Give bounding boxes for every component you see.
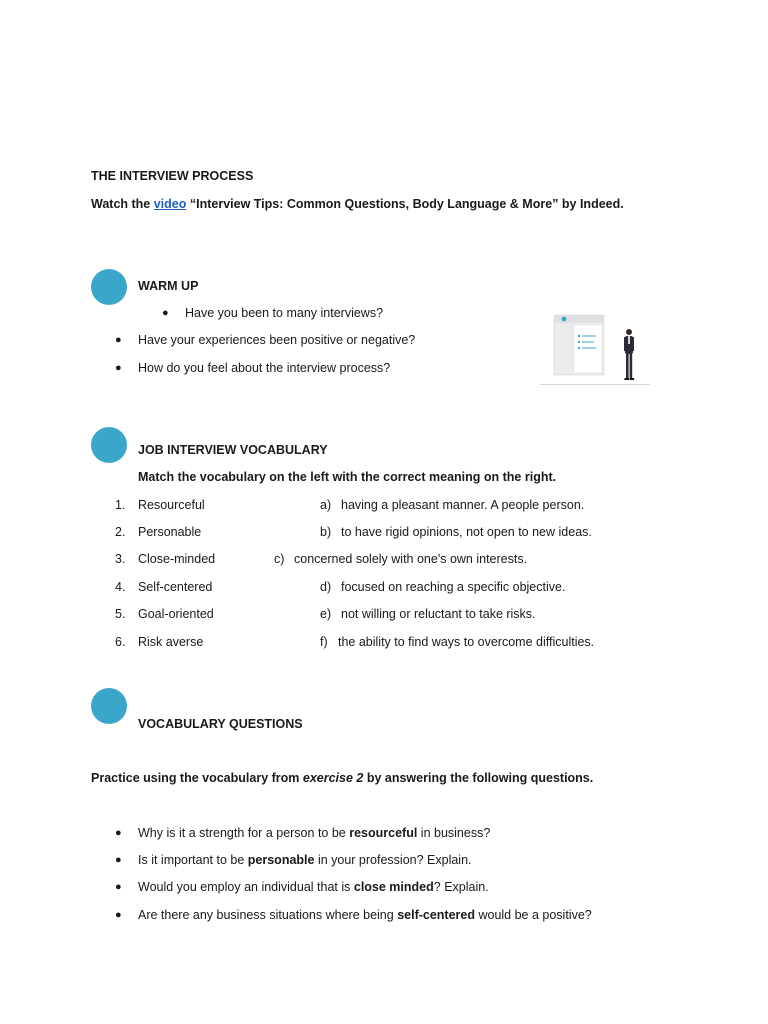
term-label: Self-centered — [138, 580, 213, 594]
term-number: 2. — [115, 525, 126, 539]
term-number: 1. — [115, 498, 126, 512]
document-header — [554, 315, 604, 323]
intro-prefix: Watch the — [91, 197, 154, 211]
bullet-icon: ● — [115, 909, 122, 921]
section-marker-circle-3 — [91, 688, 127, 724]
intro-line — [91, 196, 624, 212]
questions-title: VOCABULARY QUESTIONS — [138, 717, 303, 731]
bullet-icon: ● — [115, 827, 122, 839]
term-label: Risk averse — [138, 635, 204, 649]
term-number: 6. — [115, 635, 126, 649]
interview-illustration — [540, 305, 660, 385]
term-number: 4. — [115, 580, 126, 594]
instruction-prefix: Practice using the vocabulary from — [91, 771, 303, 785]
meaning-letter: c) — [274, 552, 285, 566]
term-number: 5. — [115, 607, 126, 621]
meaning-letter: a) — [320, 498, 332, 512]
term-label: Close-minded — [138, 552, 216, 566]
meaning-letter: f) — [320, 635, 328, 649]
warmup-item: How do you feel about the interview process? — [138, 361, 391, 375]
avatar-dot-icon — [562, 317, 567, 322]
bullet-icon: ● — [115, 362, 122, 374]
section-marker-circle-2 — [91, 427, 127, 463]
meaning-text: to have rigid opinions, not open to new ideas. — [341, 525, 592, 539]
vocab-instruction: Match the vocabulary on the left with the correct meaning on the right. — [138, 470, 557, 484]
question-item: Why is it a strength for a person to be resourceful in business? — [138, 826, 491, 840]
questions-instruction — [91, 770, 593, 786]
question-item: Is it important to be personable in your profession? Explain. — [138, 853, 472, 867]
meaning-letter: e) — [320, 607, 332, 621]
warmup-title: WARM UP — [138, 279, 199, 293]
bullet-icon: ● — [115, 854, 122, 866]
page-title: THE INTERVIEW PROCESS — [91, 169, 254, 183]
meaning-letter: b) — [320, 525, 332, 539]
video-link[interactable]: video — [153, 197, 187, 211]
bullet-icon: ● — [115, 881, 122, 893]
term-label: Resourceful — [138, 498, 205, 512]
warmup-item: Have your experiences been positive or negative? — [138, 333, 416, 347]
warmup-item: Have you been to many interviews? — [185, 306, 384, 320]
question-item: Are there any business situations where being self-centered would be a positive? — [138, 908, 592, 922]
meaning-text: concerned solely with one's own interests. — [294, 552, 528, 566]
floor-line — [540, 384, 650, 385]
meaning-letter: d) — [320, 580, 332, 594]
instruction-suffix: by answering the following questions. — [363, 771, 594, 785]
intro-suffix: “Interview Tips: Common Questions, Body Language & More” by Indeed. — [186, 197, 624, 211]
term-label: Personable — [138, 525, 202, 539]
vocab-title: JOB INTERVIEW VOCABULARY — [138, 443, 328, 457]
bullet-icon: ● — [162, 307, 169, 319]
meaning-text: focused on reaching a specific objective. — [341, 580, 566, 594]
term-label: Goal-oriented — [138, 607, 214, 621]
term-number: 3. — [115, 552, 126, 566]
section-marker-circle-1 — [91, 269, 127, 305]
instruction-italic: exercise 2 — [302, 771, 364, 785]
question-item: Would you employ an individual that is close minded? Explain. — [138, 880, 489, 894]
bullet-icon: ● — [115, 334, 122, 346]
person-figure — [624, 329, 634, 380]
meaning-text: not willing or reluctant to take risks. — [341, 607, 536, 621]
meaning-text: the ability to find ways to overcome difficulties. — [338, 635, 595, 649]
meaning-text: having a pleasant manner. A people person. — [341, 498, 585, 512]
